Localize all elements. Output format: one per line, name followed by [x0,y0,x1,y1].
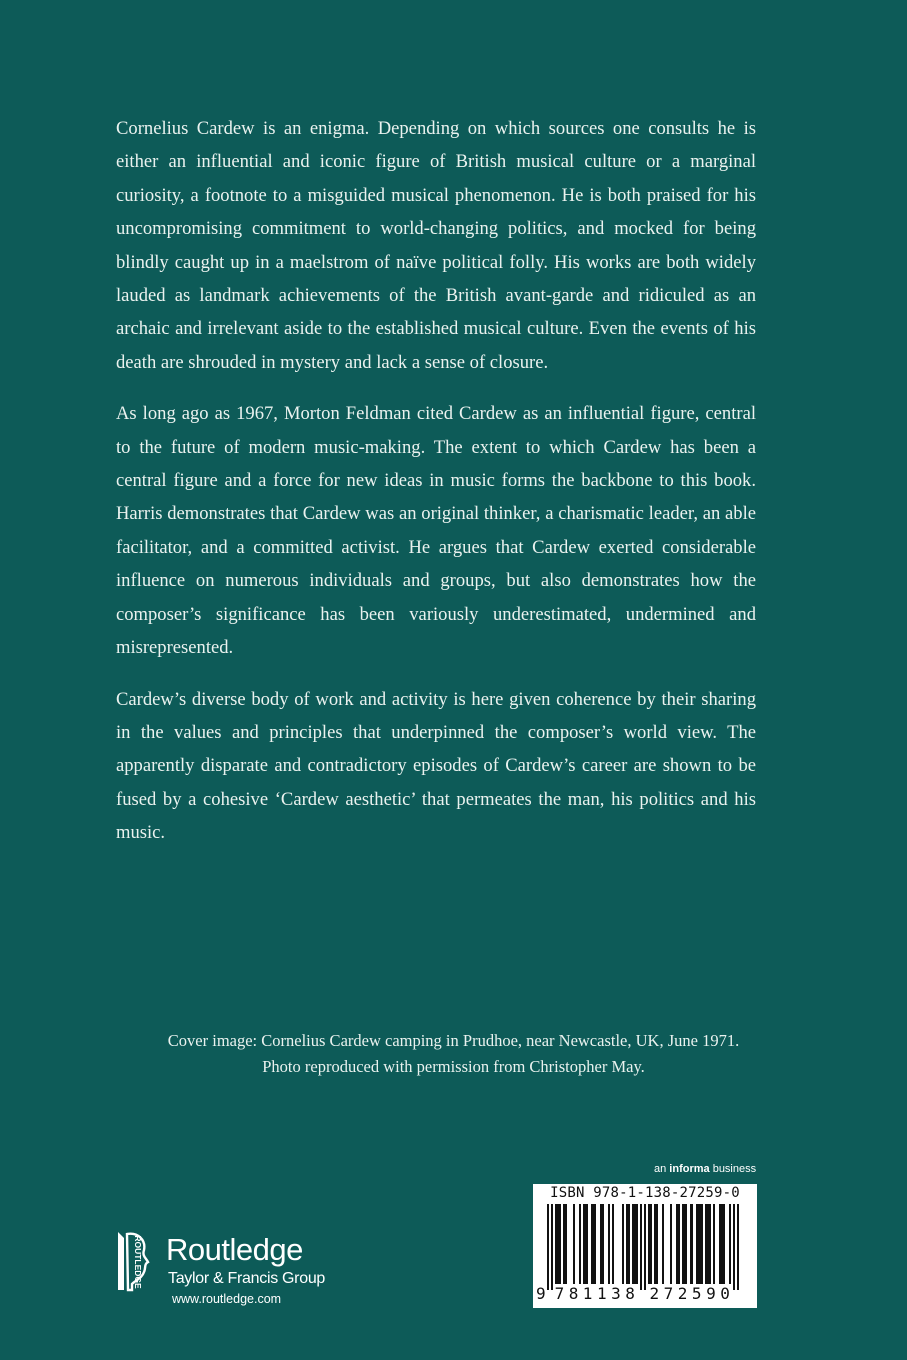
barcode-bar [709,1204,711,1284]
barcode-bar [662,1204,664,1284]
barcode-bar [656,1204,658,1284]
barcode-bar [636,1204,638,1284]
ean-digit: 2 [649,1284,660,1303]
isbn-number: ISBN 978-1-138-27259-0 [550,1185,740,1201]
ean-digit: 8 [625,1284,635,1303]
ean-digit: 1 [597,1284,607,1303]
informa-brand: informa [669,1163,710,1175]
ean-digit: 9 [536,1284,546,1303]
ean-digit: 1 [582,1284,593,1303]
barcode-bar [579,1204,581,1284]
barcode-bar [684,1204,686,1284]
cover-image-caption [100,1028,807,1080]
blurb-text [116,112,756,868]
barcode-bar [585,1204,587,1284]
publisher-group: Taylor & Francis Group [168,1270,326,1287]
barcode-bar [723,1204,725,1284]
barcode-bar [678,1204,680,1284]
barcode-bar [608,1204,610,1284]
barcode-bar [670,1204,672,1284]
barcode-bar [628,1204,630,1284]
ean-digit: 2 [677,1284,688,1303]
barcode-guard-bar [547,1204,549,1290]
caption-line-1: Cover image: Cornelius Cardew camping in Prudhoe, near Newcastle, UK, June 1971. [167,1031,740,1050]
informa-prefix: an [654,1163,670,1175]
ean-digit: 8 [568,1284,579,1303]
barcode-bar [612,1204,614,1284]
barcode-bar [701,1204,703,1284]
ean-digit: 9 [706,1284,716,1303]
blurb-paragraph-1: Cornelius Cardew is an enigma. Depending on which sources one consults he is either an influential and iconic figure of British musical culture or a marginal curiosity, a footnote to a misguided musical phenomenon. He is both praised for his uncompromising commitment to world-changing politics, and mocked for being blindly caught up in a maelstrom of naïve political folly. His works are both widely lauded as landmark achievements of the British avant-garde and ridiculed as an archaic and irrelevant aside to the established musical culture. Even the events of his death are shrouded in mystery and lack a sense of closure. [116,118,756,373]
ean-digit: 5 [691,1284,702,1303]
barcode-bar [602,1204,604,1284]
publisher-url[interactable]: www.routledge.com [172,1292,282,1306]
informa-business-label [654,1163,756,1175]
barcode-bar [565,1204,567,1284]
blurb-paragraph-3: Cardew’s diverse body of work and activity is here given coherence by their sharing in the values and principles that underpinned the composer’s world view. The apparently disparate and contradictory episodes of Cardew’s career are shown to be fused by a cohesive ‘Cardew aesthetic’ that permeates the man, his politics and his music. [116,688,756,844]
barcode-guard-bar [733,1204,735,1290]
informa-suffix: business [709,1163,757,1175]
barcode-bar [713,1204,715,1284]
ean-digit: 0 [720,1284,730,1303]
barcode-guard-bar [644,1204,646,1290]
ean-digit: 3 [611,1284,621,1303]
barcode-bar [622,1204,624,1284]
barcode-guard-bar [737,1204,739,1290]
barcode-guard-bar [551,1204,553,1290]
barcode-bar [690,1204,692,1284]
caption-line-2: Photo reproduced with permission from Christopher May. [262,1057,645,1076]
barcode-bar [729,1204,731,1284]
isbn-barcode [533,1184,757,1308]
barcode-bar [650,1204,652,1284]
ean-digit: 7 [554,1284,565,1303]
logo-mark-text: ROUTLEDGE [133,1235,143,1289]
ean-digit: 7 [663,1284,674,1303]
routledge-logo-icon [112,1228,152,1294]
blurb-paragraph-2: As long ago as 1967, Morton Feldman cited Cardew as an influential figure, central to the future of modern music-making. The extent to which Cardew has been a central figure and a force for new ideas in music forms the backbone to this book. Harris demonstrates that Cardew was an original thinker, a charismatic leader, an able facilitator, and a committed activist. He argues that Cardew exerted considerable influence on numerous individuals and groups, but also demonstrates how the composer’s significance has been variously underestimated, undermined and misrepresented. [116,403,756,659]
barcode-bars [547,1204,751,1286]
barcode-bar [593,1204,595,1284]
barcode-bar [573,1204,575,1284]
barcode-guard-bar [640,1204,642,1290]
barcode-bar [559,1204,561,1284]
publisher-name: Routledge [166,1232,303,1267]
